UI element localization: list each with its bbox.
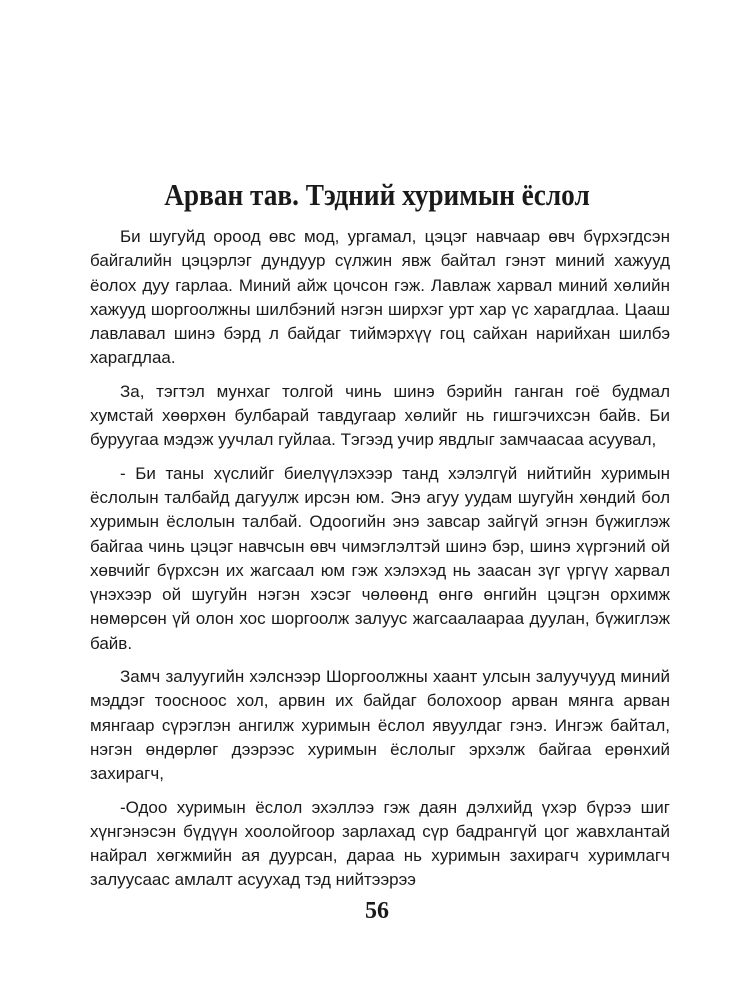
page-number: 56 (365, 898, 389, 924)
paragraph: За, тэгтэл мунхаг толгой чинь шинэ бэрийн ганган гоё будмал хумстай хөөрхөн булбарай тавдугаар хөлийг нь гишгэчихсэн байв. Би буруугаа мэдэж уучлал гуйлаа. Тэгээд учир явдлыг замчаасаа асуувал, (90, 381, 670, 450)
chapter-title: Арван тав. Тэдний хуримын ёслол (164, 176, 590, 212)
paragraph: Замч залуугийн хэлснээр Шоргоолжны хаант улсын залуучууд миний мэддэг тоосноос хол, арвин их байдаг болохоор арван мянга арван мянгаар сүрэглэн ангилж хуримын ёслол явуулдаг гэнэ. Ингэж байтал, нэгэн өндөрлөг дээрээс хуримын ёслолыг эрхэлж байгаа ерөнхий захирагч, (90, 667, 670, 784)
paragraph: Би шугуйд ороод өвс мод, ургамал, цэцэг навчаар өвч бүрхэгдсэн байгалийн цэцэрлэг дундуур сүлжин явж байтал гэнэт миний хажууд ёолох дуу гарлаа. Миний айж цочсон гэж. Лавлаж харвал миний хөлийн хажууд шоргоолжны шилбэний нэгэн ширхэг урт хар үс харагдлаа. Цааш лавлавал шинэ бэрд л байдаг тиймэрхүү гоц сайхан нарийхан шилбэ харагдлаа. (90, 227, 670, 368)
paragraph: - Би таны хүслийг биелүүлэхээр танд хэлэлгүй нийтийн хуримын ёслолын талбайд дагуулж ирсэн юм. Энэ агуу уудам шугуйн хөндий бол хуримын ёслолын талбай. Одоогийн энэ завсар зайгүй эгнэн бүжиглэж байгаа чинь цэцэг навчсын өвч чимэглэлтэй шинэ бэр, шинэ хүргэний ой хөвчийг бүрхсэн их жагсаал юм гэж хэлэхэд нь заасан зүг үргүү харвал үнэхээр ой шугуйн нэгэн хэсэг чөлөөнд өнгө өнгийн цэцгэн орхимж нөмөрсөн үй олон хос шоргоолж залуус жагсаалаараа дуулан, бүжиглэж байв. (90, 463, 670, 653)
paragraph: -Одоо хуримын ёслол эхэллээ гэж даян дэлхийд үхэр бүрээ шиг хүнгэнэсэн бүдүүн хоолойгоор зарлахад сүр бадрангүй цог жавхлантай найрал хөгжмийн ая дуурсан, дараа нь хуримын захирагч хуримлагч залуусаас амлалт асуухад тэд нийтээрээ (90, 797, 670, 890)
body-text (90, 225, 670, 902)
